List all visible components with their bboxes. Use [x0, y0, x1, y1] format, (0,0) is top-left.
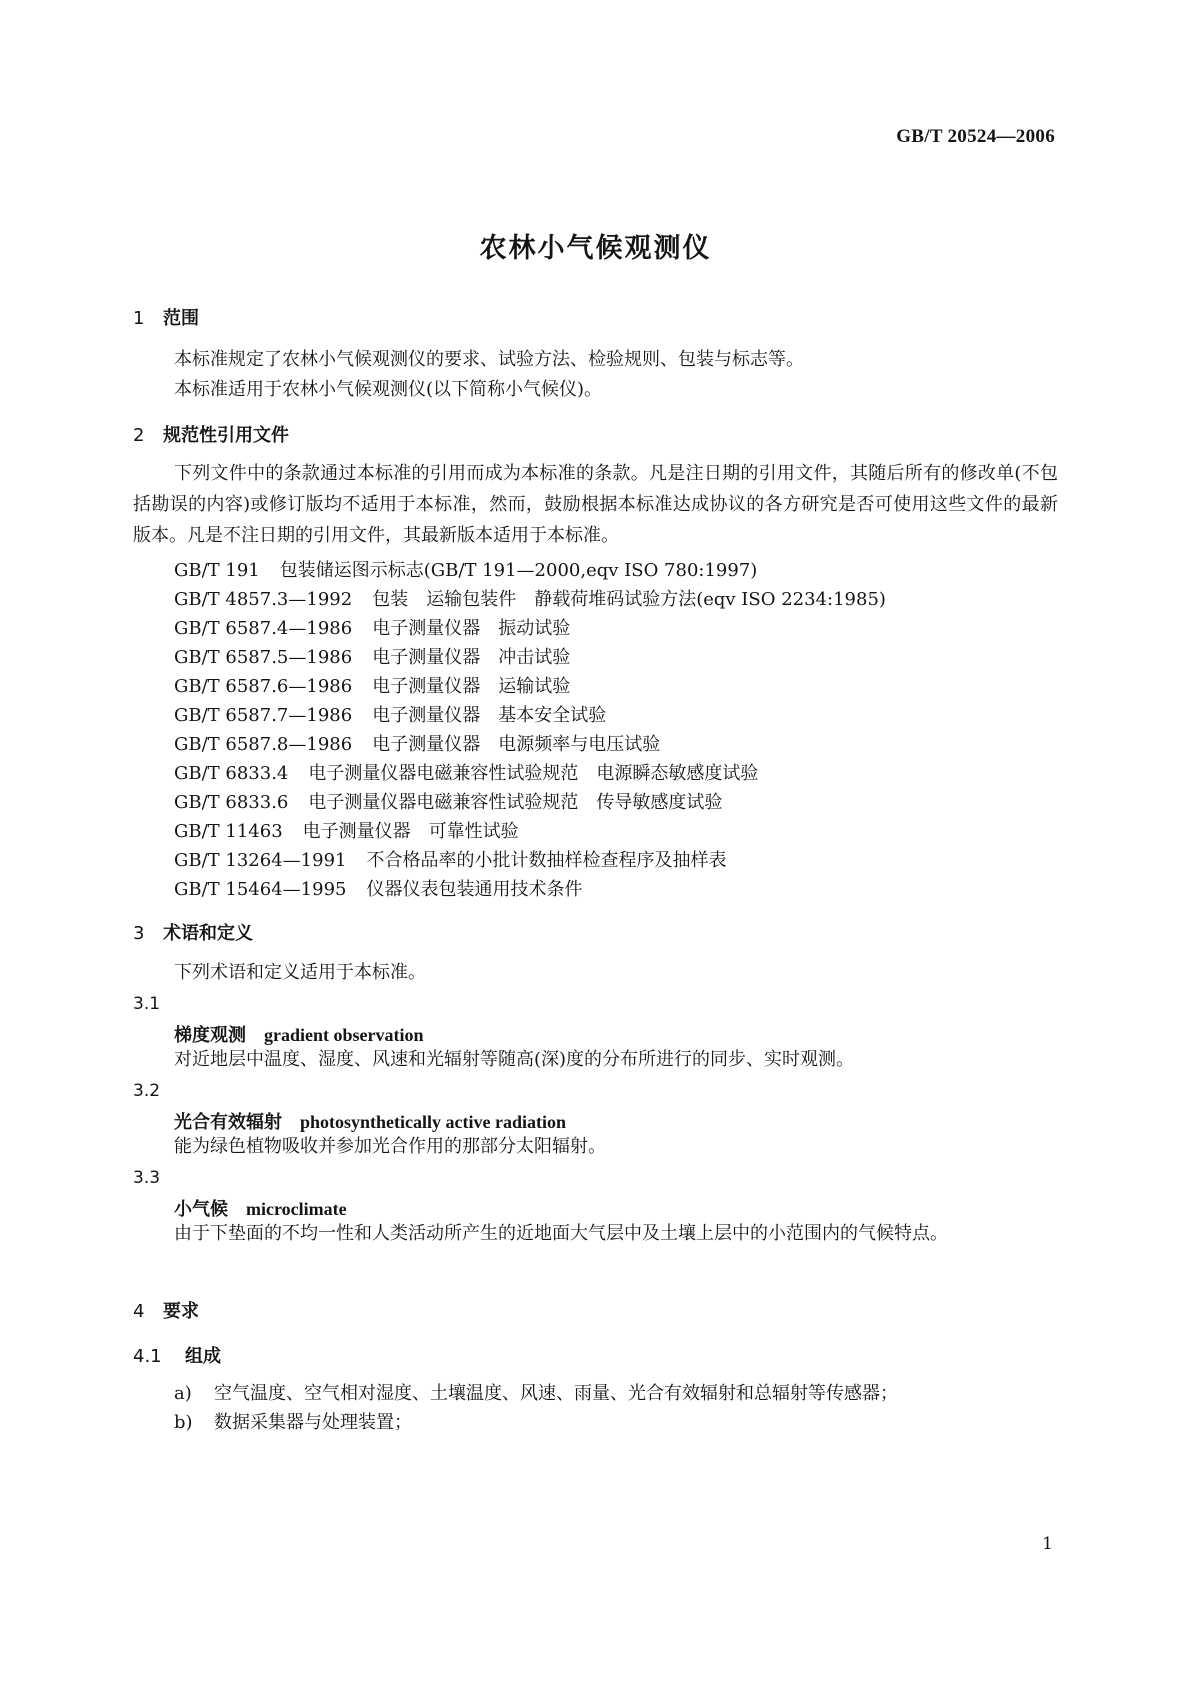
- list-text: 数据采集器与处理装置；: [214, 1412, 412, 1433]
- scope-paragraph-2: 本标准适用于农林小气候观测仪(以下简称小气候仪)。: [174, 379, 603, 400]
- reference-item: [174, 585, 886, 611]
- list-label: a): [174, 1383, 192, 1404]
- reference-title: 电子测量仪器 振动试验: [372, 618, 571, 639]
- reference-code: GB/T 6587.7—1986: [174, 705, 353, 726]
- term-number: 3.1: [133, 994, 161, 1014]
- reference-title: 不合格品率的小批计数抽样检查程序及抽样表: [366, 850, 727, 871]
- reference-code: GB/T 6587.5—1986: [174, 647, 353, 668]
- section-number: 4: [133, 1301, 145, 1322]
- reference-title: 电子测量仪器 电源频率与电压试验: [372, 734, 661, 755]
- document-title: 农林小气候观测仪: [479, 233, 712, 264]
- list-text: 空气温度、空气相对湿度、土壤温度、风速、雨量、光合有效辐射和总辐射等传感器；: [214, 1383, 898, 1404]
- reference-item: [174, 701, 606, 727]
- reference-code: GB/T 6833.4: [174, 763, 289, 784]
- references-intro: 下列文件中的条款通过本标准的引用而成为本标准的条款。凡是注日期的引用文件，其随后所有的修改单(不包括勘误的内容)或修订版均不适用于本标准，然而，鼓励根据本标准达成协议的各方研究是否可使用这些文件的最新版本。凡是不注日期的引用文件，其最新版本适用于本标准。: [133, 463, 1058, 546]
- reference-title: 包装 运输包装件 静载荷堆码试验方法(eqv ISO 2234:1985): [372, 589, 886, 610]
- reference-title: 电子测量仪器电磁兼容性试验规范 电源瞬态敏感度试验: [308, 763, 759, 784]
- reference-item: [174, 846, 726, 872]
- section-3-heading: [133, 919, 253, 945]
- term-name-en: photosynthetically active radiation: [300, 1112, 566, 1132]
- term-definition: 能为绿色植物吸收并参加光合作用的那部分太阳辐射。: [174, 1136, 606, 1157]
- subsection-4-1-heading: [133, 1342, 221, 1368]
- list-item: [174, 1408, 412, 1434]
- subsection-number: 4.1: [133, 1346, 162, 1367]
- reference-item: [174, 556, 757, 582]
- list-label: b): [174, 1412, 193, 1433]
- term-name-zh: 梯度观测: [174, 1025, 246, 1046]
- reference-item: [174, 614, 570, 640]
- section-1-heading: [133, 304, 199, 330]
- reference-code: GB/T 4857.3—1992: [174, 589, 353, 610]
- reference-code: GB/T 11463: [174, 821, 283, 842]
- reference-title: 电子测量仪器电磁兼容性试验规范 传导敏感度试验: [308, 792, 723, 813]
- reference-code: GB/T 6587.4—1986: [174, 618, 353, 639]
- section-number: 1: [133, 308, 145, 329]
- scope-paragraph-1: 本标准规定了农林小气候观测仪的要求、试验方法、检验规则、包装与标志等。: [174, 349, 804, 370]
- reference-title: 电子测量仪器 运输试验: [372, 676, 571, 697]
- reference-item: [174, 788, 722, 814]
- term-name-en: microclimate: [246, 1199, 347, 1219]
- reference-item: [174, 643, 570, 669]
- reference-code: GB/T 6587.8—1986: [174, 734, 353, 755]
- reference-code: GB/T 15464—1995: [174, 879, 347, 900]
- reference-item: [174, 759, 758, 785]
- section-title: 要求: [163, 1301, 199, 1322]
- reference-title: 电子测量仪器 可靠性试验: [302, 821, 519, 842]
- reference-code: GB/T 13264—1991: [174, 850, 347, 871]
- term-definition: 对近地层中温度、湿度、风速和光辐射等随高(深)度的分布所进行的同步、实时观测。: [174, 1049, 855, 1070]
- term-name-en: gradient observation: [264, 1025, 424, 1045]
- standard-code: GB/T 20524—2006: [896, 126, 1055, 147]
- reference-item: [174, 817, 519, 843]
- reference-code: GB/T 6587.6—1986: [174, 676, 353, 697]
- term-definition: 由于下垫面的不均一性和人类活动所产生的近地面大气层中及土壤上层中的小范围内的气候特点。: [174, 1223, 948, 1244]
- term-name-zh: 光合有效辐射: [174, 1112, 282, 1133]
- term-number: 3.2: [133, 1081, 161, 1101]
- reference-title: 电子测量仪器 基本安全试验: [372, 705, 607, 726]
- reference-title: 电子测量仪器 冲击试验: [372, 647, 571, 668]
- section-number: 3: [133, 923, 145, 944]
- subsection-title: 组成: [185, 1346, 221, 1367]
- section-title: 规范性引用文件: [163, 425, 289, 446]
- section-title: 范围: [163, 308, 199, 329]
- section-number: 2: [133, 425, 145, 446]
- reference-code: GB/T 191: [174, 560, 260, 581]
- section-4-heading: [133, 1297, 199, 1323]
- reference-item: [174, 672, 570, 698]
- section-title: 术语和定义: [163, 923, 253, 944]
- section-2-heading: [133, 421, 289, 447]
- reference-item: [174, 875, 582, 901]
- reference-title: 包装储运图示标志(GB/T 191—2000,eqv ISO 780:1997): [279, 560, 758, 581]
- page-number: 1: [1042, 1534, 1053, 1554]
- reference-title: 仪器仪表包装通用技术条件: [366, 879, 583, 900]
- reference-code: GB/T 6833.6: [174, 792, 289, 813]
- list-item: [174, 1379, 898, 1405]
- terms-intro: 下列术语和定义适用于本标准。: [174, 962, 426, 983]
- term-number: 3.3: [133, 1168, 161, 1188]
- reference-item: [174, 730, 660, 756]
- term-name-zh: 小气候: [174, 1199, 228, 1220]
